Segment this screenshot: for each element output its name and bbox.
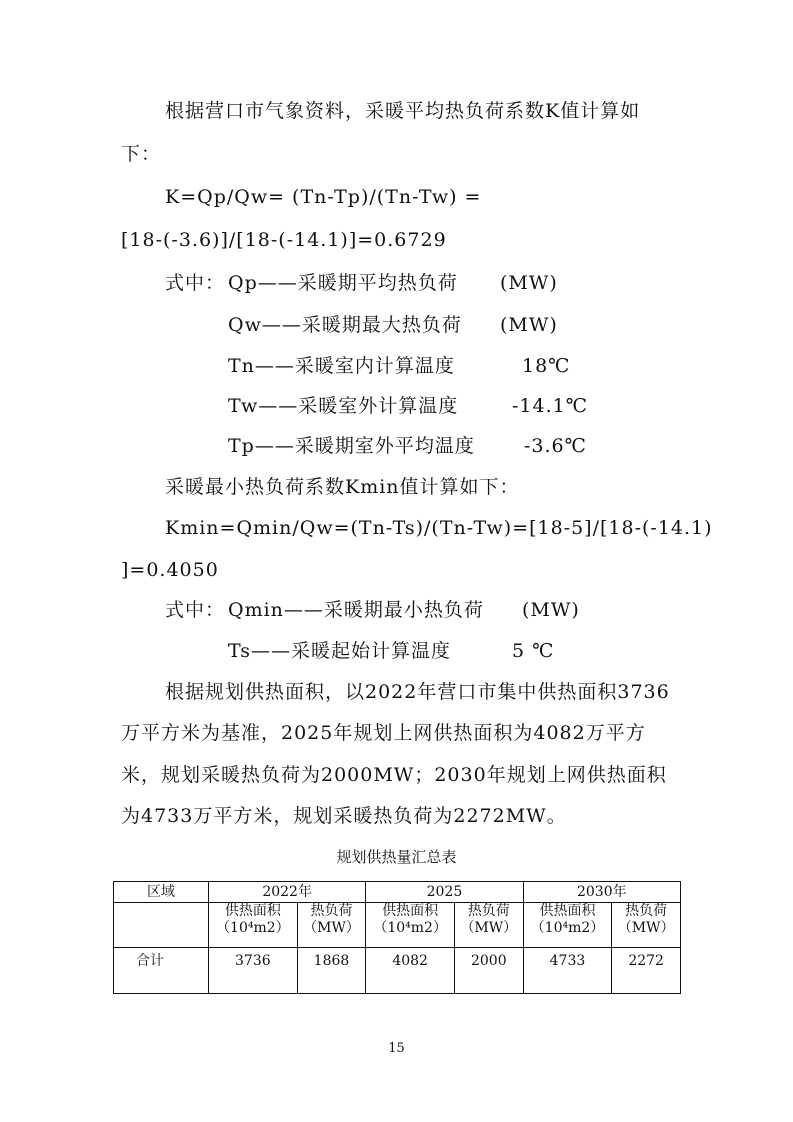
table-subheader-row <box>114 903 681 948</box>
intro-line-2: 下： <box>121 143 162 165</box>
def-qw-value: (MW) <box>500 314 558 336</box>
intro-line-1: 根据营口市气象资料，采暖平均热负荷系数K值计算如 <box>165 100 641 122</box>
plan-line-1: 根据规划供热面积，以2022年营口市集中供热面积3736 <box>165 681 670 703</box>
def-qp-term: Qp——采暖期平均热负荷 <box>228 272 458 294</box>
year-header-2025: 2025 <box>366 882 523 903</box>
def-qmin-value: (MW) <box>522 599 580 621</box>
def-tn-term: Tn——采暖室内计算温度 <box>228 355 455 377</box>
formula-k-line-1: K=Qp/Qw= (Tn-Tp)/(Tn-Tw) = <box>165 186 482 208</box>
def-ts-value: 5 ℃ <box>512 640 555 662</box>
kmin-intro: 采暖最小热负荷系数Kmin值计算如下： <box>165 476 520 498</box>
plan-line-4: 为4733万平方米，规划采暖热负荷为2272MW。 <box>121 805 567 827</box>
def-tp-value: -3.6℃ <box>524 435 587 457</box>
table-caption: 规划供热量汇总表 <box>336 848 457 866</box>
plan-line-2: 万平方米为基准，2025年规划上网供热面积为4082万平方 <box>121 722 646 744</box>
formula-kmin-line-2: ]=0.4050 <box>121 559 219 581</box>
empty-cell <box>114 903 209 948</box>
year-header-2022: 2022年 <box>209 882 366 903</box>
formula-kmin-line-1: Kmin=Qmin/Qw=(Tn-Ts)/(Tn-Tw)=[18-5]/[18-(-14.1) <box>165 517 713 539</box>
def-tw-value: -14.1℃ <box>512 395 588 417</box>
load-2030-value: 2272 <box>612 948 681 994</box>
area-header-2022: 供热面积 （10⁴m2） <box>209 903 298 948</box>
area-header-2025: 供热面积 （10⁴m2） <box>366 903 455 948</box>
def-tp-term: Tp——采暖期室外平均温度 <box>228 435 475 457</box>
page-number: 15 <box>388 1041 405 1056</box>
where-label: 式中： <box>165 272 226 294</box>
def-tw-term: Tw——采暖室外计算温度 <box>228 395 459 417</box>
area-2030-value: 4733 <box>523 948 612 994</box>
table-row <box>114 948 681 994</box>
def-qmin-term: Qmin——采暖期最小热负荷 <box>228 599 484 621</box>
def-qp-value: (MW) <box>500 272 558 294</box>
region-header: 区域 <box>114 882 209 903</box>
load-2022-value: 1868 <box>297 948 366 994</box>
load-header-2030: 热负荷 （MW） <box>612 903 681 948</box>
total-label: 合计 <box>114 948 209 994</box>
area-header-2030: 供热面积 （10⁴m2） <box>523 903 612 948</box>
load-2025-value: 2000 <box>455 948 524 994</box>
where-label-2: 式中： <box>165 599 226 621</box>
load-header-2022: 热负荷 （MW） <box>297 903 366 948</box>
year-header-2030: 2030年 <box>523 882 680 903</box>
plan-line-3: 米，规划采暖热负荷为2000MW；2030年规划上网供热面积 <box>121 764 667 786</box>
load-header-2025: 热负荷 （MW） <box>455 903 524 948</box>
def-tn-value: 18℃ <box>522 355 571 377</box>
def-qw-term: Qw——采暖期最大热负荷 <box>228 314 462 336</box>
area-2022-value: 3736 <box>209 948 298 994</box>
table-header-row <box>114 882 681 903</box>
area-2025-value: 4082 <box>366 948 455 994</box>
formula-k-line-2: [18-(-3.6)]/[18-(-14.1)]=0.6729 <box>121 229 447 251</box>
heat-summary-table <box>113 881 681 994</box>
def-ts-term: Ts——采暖起始计算温度 <box>228 640 452 662</box>
